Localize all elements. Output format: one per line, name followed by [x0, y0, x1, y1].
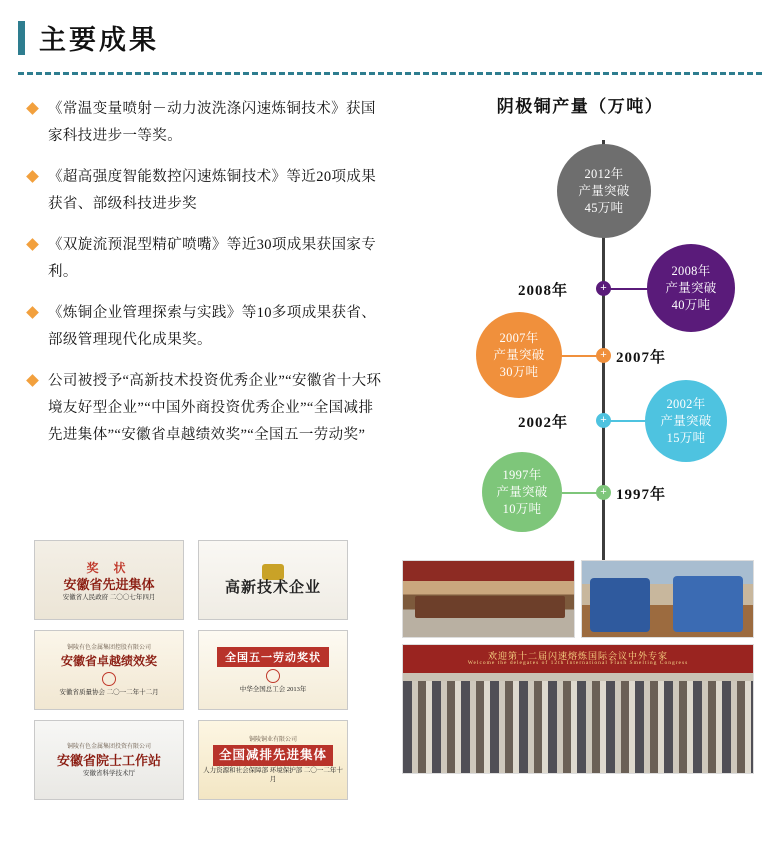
bubble-2002 [645, 380, 727, 462]
axis-label-2002: 2002年 [518, 415, 569, 431]
seal-icon [266, 669, 280, 683]
bubble-1997 [482, 452, 562, 532]
certificate-heading: 奖 状 [86, 560, 132, 575]
axis-label-2008: 2008年 [518, 283, 569, 299]
list-item-text: 《常温变量喷射－动力波洗涤闪速炼铜技术》获国家科技进步一等奖。 [48, 101, 376, 144]
certificate-title: 高新技术企业 [224, 579, 321, 596]
certificate-heading: 铜陵铜业有限公司 [248, 737, 297, 743]
page-title: 主要成果 [39, 25, 159, 55]
diamond-bullet-icon [26, 238, 39, 251]
seal-icon [102, 672, 116, 686]
list-item [28, 300, 388, 354]
bubble-year: 2012年 [584, 166, 624, 181]
list-item [28, 232, 388, 286]
certificate-title: 安徽省卓越绩效奖 [60, 653, 157, 668]
bubble-2008 [647, 244, 735, 332]
node-marker-2008: + [596, 281, 611, 296]
bubble-text: 产量突破 [496, 484, 548, 499]
bubble-2012 [557, 144, 651, 238]
bubble-text: 产量突破 [493, 347, 545, 362]
certificate-item [34, 630, 184, 710]
diamond-bullet-icon [26, 374, 39, 387]
certificates-gallery [34, 540, 354, 800]
certificate-heading: 铜陵有色金属集团投资有限公司 [66, 743, 151, 750]
photo-gallery [402, 560, 754, 774]
list-item-text: 《炼铜企业管理探索与实践》等10多项成果获省、部级管理现代化成果奖。 [48, 305, 377, 348]
certificate-item [34, 540, 184, 620]
photo-banner-text: 欢迎第十二届闪速熔炼国际会议中外专家 [487, 651, 668, 661]
certificate-title: 安徽省先进集体 [63, 576, 155, 592]
bubble-value: 30万吨 [499, 364, 539, 379]
diamond-bullet-icon [26, 170, 39, 183]
axis-label-1997: 1997年 [616, 487, 667, 503]
bubble-year: 1997年 [502, 467, 542, 482]
page-header [18, 18, 159, 57]
bubble-value: 40万吨 [671, 297, 711, 312]
certificate-issuer: 安徽省质量协会 二〇一二年十二月 [59, 688, 159, 696]
chart-title: 阴极铜产量（万吨） [496, 97, 664, 116]
node-marker-2002: + [596, 413, 611, 428]
bubble-value: 45万吨 [584, 200, 624, 215]
bubble-year: 2008年 [671, 263, 711, 278]
bubble-text: 产量突破 [660, 413, 712, 428]
list-item-text: 《双旋流预混型精矿喷嘴》等近30项成果获国家专利。 [48, 237, 377, 280]
connector-2008 [606, 288, 648, 290]
bubble-text: 产量突破 [665, 280, 717, 295]
certificate-issuer: 安徽省人民政府 二〇〇七年四月 [62, 593, 156, 601]
connector-2002 [606, 420, 646, 422]
company-logo-icon [262, 564, 284, 580]
list-item [28, 164, 388, 218]
bubble-year: 2002年 [666, 396, 706, 411]
certificate-heading: 铜陵有色金属集团控股有限公司 [66, 644, 151, 651]
node-marker-1997: + [596, 485, 611, 500]
axis-label-2007: 2007年 [616, 350, 667, 366]
workers-site-photo [581, 560, 754, 638]
diamond-bullet-icon [26, 102, 39, 115]
certificate-issuer: 人力资源和社会保障部 环境保护部 二〇一二年十月 [203, 767, 343, 783]
certificate-item [198, 720, 348, 800]
certificate-title: 安徽省院士工作站 [56, 752, 161, 768]
certificate-issuer: 安徽省科学技术厅 [83, 769, 135, 777]
photo-row-top [402, 560, 754, 638]
certificate-heading: 全国五一劳动奖状 [217, 647, 329, 667]
list-item-text: 《超高强度智能数控闪速炼铜技术》等近20项成果获省、部级科技进步奖 [48, 169, 377, 212]
list-item-text: 公司被授予“高新技术投资优秀企业”“安徽省十大环境友好型企业”“中国外商投资优秀企业”“全国减排先进集体”“安徽省卓越绩效奖”“全国五一劳动奖” [48, 373, 382, 443]
bubble-2007 [476, 312, 562, 398]
group-photo [402, 644, 754, 774]
diamond-bullet-icon [26, 306, 39, 319]
photo-banner-subtext: Welcome the delegates of 12th International Flash Smelting Congress [467, 660, 689, 666]
production-timeline-chart [400, 92, 760, 522]
bubble-year: 2007年 [499, 330, 539, 345]
certificate-item [198, 630, 348, 710]
node-marker-2007: + [596, 348, 611, 363]
list-item [28, 96, 388, 150]
certificate-issuer: 中华全国总工会 2013年 [239, 685, 307, 693]
certificate-title: 全国减排先进集体 [213, 745, 333, 766]
list-item [28, 368, 388, 449]
header-divider [18, 72, 762, 75]
achievements-list [28, 96, 388, 463]
bubble-text: 产量突破 [578, 183, 630, 198]
header-accent-bar [18, 21, 25, 55]
bubble-value: 10万吨 [502, 501, 542, 516]
bubble-value: 15万吨 [666, 430, 706, 445]
crowd-texture [403, 681, 753, 773]
conference-room-photo [402, 560, 575, 638]
certificate-item [198, 540, 348, 620]
certificate-item [34, 720, 184, 800]
